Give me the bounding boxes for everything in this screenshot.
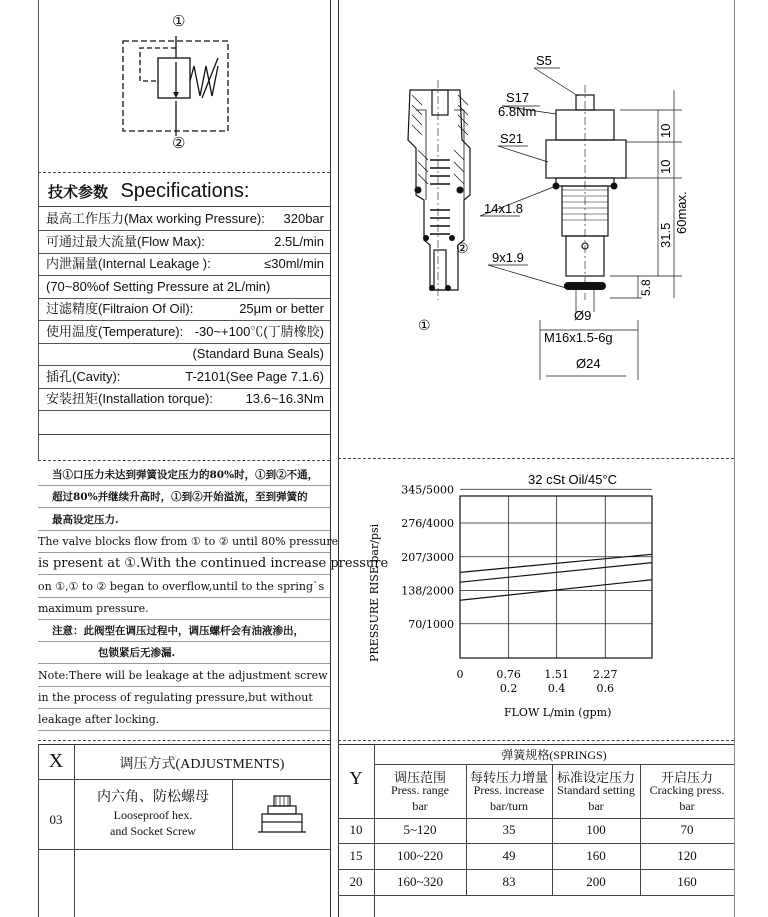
description-line: leakage after locking. bbox=[38, 709, 330, 731]
springs-row1-bottom bbox=[338, 843, 734, 844]
description-line: The valve blocks flow from ① to ② until 80% pressure bbox=[38, 531, 330, 553]
springs-col-header: 调压范围 bbox=[393, 770, 446, 785]
spec-row bbox=[38, 366, 330, 389]
dim-h31: 31.5 bbox=[658, 222, 673, 248]
adjust-header-bottom bbox=[38, 779, 330, 780]
description-line: in the process of regulating pressure,but without bbox=[38, 687, 330, 709]
springs-row2-bottom bbox=[338, 869, 734, 870]
chart-series-line bbox=[460, 580, 652, 601]
spec-value: 25μm or better bbox=[239, 301, 324, 316]
description-line: on ①,① to ② began to overflow,until to the spring`s bbox=[38, 576, 330, 598]
description-line: 最高设定压力. bbox=[38, 509, 330, 531]
mid-separator-left bbox=[38, 460, 330, 461]
spec-label: 过滤精度(Filtraion Of Oil): bbox=[46, 301, 194, 316]
spec-label: 使用温度(Temperature): bbox=[46, 323, 184, 339]
specs-title-en: Specifications: bbox=[120, 180, 250, 202]
springs-col-header: Press. increase bbox=[473, 783, 545, 797]
springs-row-code: 20 bbox=[349, 874, 363, 889]
spec-label: 插孔(Cavity): bbox=[46, 368, 121, 384]
symbol-port2-label: ② bbox=[172, 134, 186, 152]
chart-y-tick-label: 70/1000 bbox=[408, 617, 454, 631]
dim-thread: M16x1.5-6g bbox=[544, 330, 613, 345]
springs-cell: 100~220 bbox=[396, 848, 444, 863]
specs-title-cn: 技术参数 bbox=[48, 184, 109, 201]
chart-x-tick-label: 1.51 bbox=[544, 668, 569, 681]
specs-title bbox=[48, 180, 249, 203]
dim-s17: S17 bbox=[506, 90, 530, 105]
far-right-border bbox=[734, 0, 735, 917]
springs-header-bottom bbox=[338, 818, 734, 819]
spec-label: 可通过最大流量(Flow Max): bbox=[46, 233, 205, 249]
chart-y-tick-label: 207/3000 bbox=[401, 550, 454, 564]
adjust-icon-divider bbox=[232, 779, 233, 849]
spec-row bbox=[38, 231, 330, 254]
springs-cell: 83 bbox=[502, 874, 516, 889]
springs-col-header: Cracking press. bbox=[649, 783, 725, 797]
spec-row bbox=[38, 253, 330, 276]
springs-col-header: bar/turn bbox=[490, 799, 528, 813]
chart-x-tick-label: 0.76 bbox=[496, 668, 521, 681]
adjust-x-header: X bbox=[48, 750, 64, 772]
chart-y-tick-label: 276/4000 bbox=[401, 517, 454, 530]
specs-separator bbox=[38, 172, 330, 173]
left-panel-border bbox=[330, 0, 331, 917]
springs-col-header: 开启压力 bbox=[660, 770, 713, 785]
spec-value: ≤30ml/min bbox=[264, 256, 324, 271]
chart-x-tick-label: 2.27 bbox=[593, 668, 618, 681]
dim-h10b: 10 bbox=[658, 159, 673, 174]
springs-cell: 49 bbox=[502, 848, 516, 863]
springs-row-code: 15 bbox=[349, 848, 363, 863]
chart-x-tick-label-gpm: 0.4 bbox=[547, 682, 566, 695]
dim-phi9: Ø9 bbox=[574, 308, 592, 323]
chart-x-tick-label: 0 bbox=[456, 668, 464, 681]
adjust-title: 调压方式(ADJUSTMENTS) bbox=[119, 757, 285, 772]
description-line: 包锁紧后无渗漏. bbox=[38, 642, 330, 664]
springs-cell: 70 bbox=[680, 822, 694, 837]
dim-h10a: 10 bbox=[658, 123, 673, 138]
spec-value: 320bar bbox=[283, 211, 324, 226]
springs-cell: 160 bbox=[677, 874, 697, 889]
specs-blank-rule-1 bbox=[38, 434, 330, 435]
spec-value: (Standard Buna Seals) bbox=[192, 346, 324, 361]
chart-title: 32 cSt Oil/45°C bbox=[528, 472, 618, 487]
description-line: Note:There will be leakage at the adjustment screw bbox=[38, 665, 330, 687]
chart-y-tick-label: 345/5000 bbox=[401, 483, 454, 497]
description-line: 注意：此阀型在调压过程中，调压螺杆会有油液渗出， bbox=[38, 620, 330, 642]
adjust-name-cn: 内六角、防松螺母 bbox=[97, 790, 209, 805]
chart-frame bbox=[460, 496, 652, 658]
spec-label: 安装扭矩(Installation torque): bbox=[46, 391, 213, 406]
dim-s5: S5 bbox=[536, 53, 552, 68]
pressure-chart bbox=[338, 462, 734, 732]
springs-cell: 100 bbox=[586, 822, 606, 837]
dim-torque: 6.8Nm bbox=[498, 104, 537, 119]
spec-row bbox=[38, 321, 330, 344]
springs-cell: 160 bbox=[586, 848, 606, 863]
dim-phi24: Ø24 bbox=[576, 356, 601, 371]
dim-oring1: 14x1.8 bbox=[484, 201, 524, 216]
springs-cell: 35 bbox=[502, 822, 516, 837]
adjust-code: 03 bbox=[49, 812, 63, 827]
chart-ylabel: PRESSURE RISE bar/psi bbox=[368, 523, 381, 662]
springs-top bbox=[338, 744, 734, 745]
springs-col-header: 标准设定压力 bbox=[556, 770, 635, 785]
dim-oring2: 9x1.9 bbox=[492, 250, 524, 265]
adjust-name-en1: Looseproof hex. bbox=[113, 808, 193, 822]
spec-value: 13.6~16.3Nm bbox=[245, 391, 324, 406]
adjust-header-top bbox=[38, 744, 330, 745]
springs-col-header: Press. range bbox=[391, 783, 449, 797]
springs-col-header: Standard setting bbox=[557, 783, 635, 797]
spec-label: 内泄漏量(Internal Leakage ): bbox=[46, 256, 211, 271]
springs-title: 弹簧规格(SPRINGS) bbox=[501, 748, 607, 762]
spec-label: (70~80%of Setting Pressure at 2L/min) bbox=[46, 278, 271, 294]
adjust-name-en2: and Socket Screw bbox=[110, 824, 196, 838]
mid-separator-right bbox=[338, 458, 734, 459]
springs-cell: 120 bbox=[677, 848, 697, 863]
chart-xlabel: FLOW L/min (gpm) bbox=[504, 706, 612, 719]
section-port1-label: ① bbox=[418, 318, 431, 334]
springs-title-bottom bbox=[374, 764, 734, 765]
bottom-separator-left bbox=[38, 740, 330, 741]
valve-drawing bbox=[380, 50, 710, 380]
dim-s21: S21 bbox=[500, 131, 524, 146]
spec-row bbox=[38, 208, 330, 231]
description-line: maximum pressure. bbox=[38, 598, 330, 620]
springs-cell: 5~120 bbox=[403, 822, 437, 837]
springs-y-header: Y bbox=[349, 768, 363, 788]
socket-screw-icon bbox=[258, 794, 306, 834]
spec-row bbox=[38, 388, 330, 411]
chart-series-line bbox=[460, 563, 652, 583]
springs-col-header: bar bbox=[412, 799, 428, 813]
springs-col-header: 每转压力增量 bbox=[469, 770, 548, 785]
springs-cell: 200 bbox=[586, 874, 606, 889]
description-line: 当①口压力未达到弹簧设定压力的80%时，①到②不通， bbox=[38, 464, 330, 486]
springs-col-header: bar bbox=[679, 799, 695, 813]
specs-title-rule bbox=[38, 206, 330, 207]
chart-y-tick-label: 138/2000 bbox=[401, 584, 454, 598]
description-line: 超过80%并继续升高时，①到②开始溢流，至到弹簧的 bbox=[38, 486, 330, 508]
springs-cell: 160~320 bbox=[396, 874, 444, 889]
spec-row bbox=[38, 298, 330, 321]
springs-row-code: 10 bbox=[349, 822, 363, 837]
symbol-port1-label: ① bbox=[172, 12, 186, 30]
spec-value: T-2101(See Page 7.1.6) bbox=[185, 368, 324, 384]
spec-label: 最高工作压力(Max working Pressure): bbox=[46, 211, 265, 226]
spec-value: 2.5L/min bbox=[274, 233, 324, 249]
description-line: is present at ①.With the continued increase pressure bbox=[38, 553, 330, 575]
bottom-separator-right bbox=[338, 740, 734, 741]
springs-row3-bottom bbox=[338, 895, 734, 896]
dim-h58: 5.8 bbox=[639, 279, 653, 296]
hydraulic-symbol bbox=[118, 36, 233, 136]
spec-row bbox=[38, 276, 330, 299]
springs-col-header: bar bbox=[588, 799, 604, 813]
adjust-row-bottom bbox=[38, 849, 330, 850]
spec-value: -30~+100℃(丁腈橡胶) bbox=[194, 323, 324, 339]
section-port2-label: ② bbox=[456, 241, 469, 257]
dim-h60: 60max. bbox=[674, 191, 689, 234]
spec-row bbox=[38, 343, 330, 366]
chart-x-tick-label-gpm: 0.6 bbox=[596, 682, 615, 695]
chart-x-tick-label-gpm: 0.2 bbox=[499, 682, 518, 695]
